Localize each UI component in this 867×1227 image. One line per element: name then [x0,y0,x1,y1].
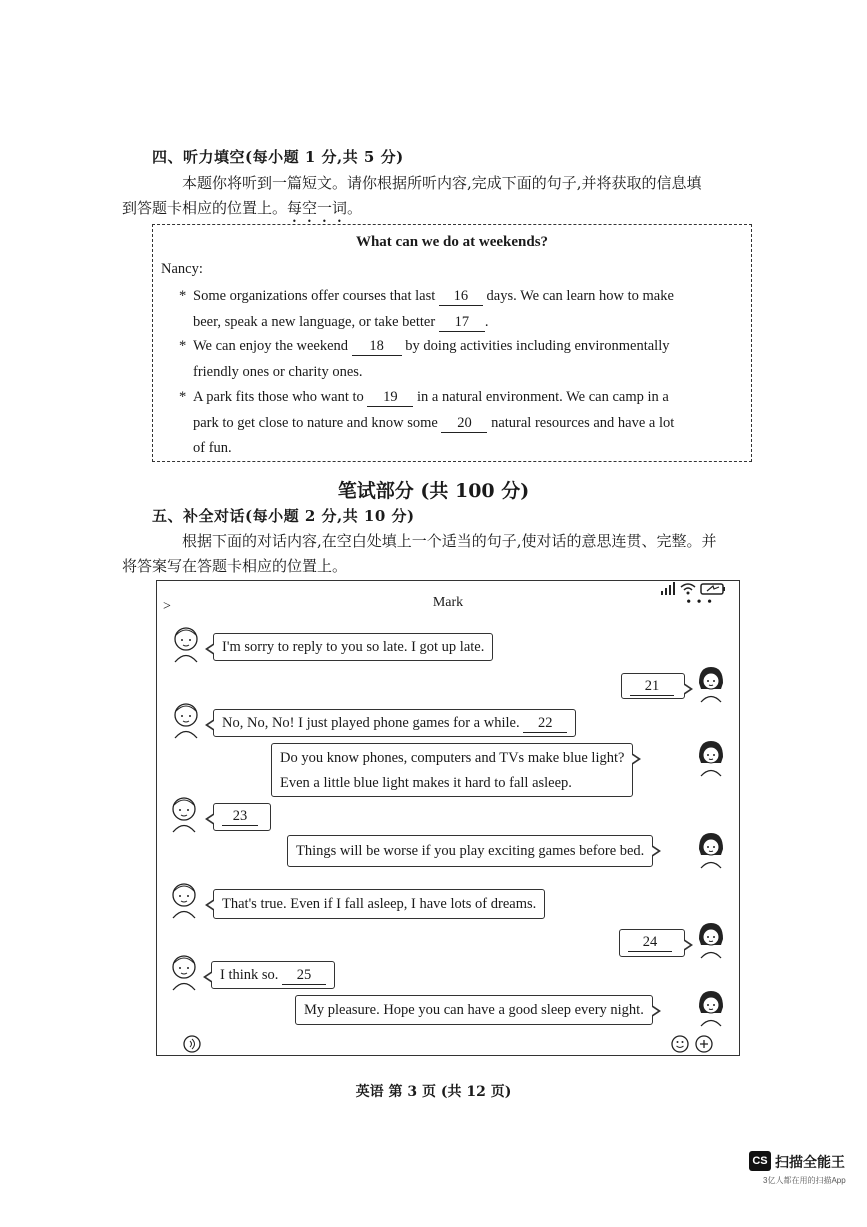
chat-message-6 [287,835,653,867]
watermark-name: 扫描全能王 [775,1154,845,1170]
chat-message-7 [213,889,545,919]
blank-25[interactable]: 25 [282,966,326,985]
chat-message-9 [211,961,335,989]
blank-22[interactable]: 22 [523,714,567,733]
dialogue-instruction-line2: 将答案写在答题卡相应的位置上。 [122,557,348,575]
bullet-star: * [179,288,187,304]
emoji-icon[interactable] [671,1035,689,1053]
chat-message-2 [621,673,685,699]
chat-message-8 [619,929,685,957]
watermark-subtitle: 3亿人都在用的扫描App [763,1176,846,1185]
blank-18[interactable]: 18 [352,337,402,356]
dialogue-instruction [122,529,760,579]
blank-17[interactable]: 17 [439,313,485,332]
message-text: I'm sorry to reply to you so late. I got up late. [222,639,485,655]
chat-message-3 [213,709,576,737]
girl-avatar-icon [694,665,728,703]
message-text-line2: Even a little blue light makes it hard to fall asleep. [280,775,572,791]
dialogue-section-title: 五、补全对话(每小题 2 分,共 10 分) [152,507,415,525]
listening-instruction [122,171,760,226]
notes-item-text: Some organizations offer courses that last 16 days. We can learn how to make beer, speak a new language, or take better 17 . [193,288,674,330]
dialogue-instruction-line1: 根据下面的对话内容,在空白处填上一个适当的句子,使对话的意思连贯、完整。并 [182,532,717,550]
bullet-star: * [179,338,187,354]
camscanner-logo-icon: CS [749,1151,771,1171]
blank-16[interactable]: 16 [439,287,483,306]
message-text: Things will be worse if you play exciting games before bed. [296,843,645,859]
message-text: No, No, No! I just played phone games for a while. [222,715,520,731]
chat-message-4 [271,743,633,797]
notes-speaker: Nancy: [161,261,203,277]
listening-section-title: 四、听力填空(每小题 1 分,共 5 分) [152,148,404,166]
notes-box-title: What can we do at weekends? [355,234,549,250]
listening-instruction-line1: 本题你将听到一篇短文。请你根据所听内容,完成下面的句子,并将获取的信息填 [182,174,702,192]
back-button[interactable]: > [163,599,171,614]
blank-23[interactable]: 23 [222,807,258,826]
written-part-title: 笔试部分 (共 100 分) [337,480,530,502]
more-options-icon[interactable]: • • • [686,595,713,610]
chat-contact-name: Mark [432,595,464,610]
boy-avatar-icon [167,881,201,919]
girl-avatar-icon [694,739,728,777]
girl-avatar-icon [694,921,728,959]
message-text: My pleasure. Hope you can have a good sleep every night. [304,1002,644,1018]
message-text-line1: Do you know phones, computers and TVs make blue light? [280,750,625,766]
page-footer: 英语 第 3 页 (共 12 页) [355,1084,512,1100]
bullet-star: * [179,389,187,405]
blank-21[interactable]: 21 [630,677,674,696]
blank-19[interactable]: 19 [367,388,413,407]
blank-24[interactable]: 24 [628,933,672,952]
notes-item-text: We can enjoy the weekend 18 by doing activities including environmentally friendly ones or charity ones. [193,338,670,380]
chat-window [156,580,740,1056]
message-text: That's true. Even if I fall asleep, I have lots of dreams. [222,896,537,912]
boy-avatar-icon [167,953,201,991]
boy-avatar-icon [167,795,201,833]
listening-instruction-line2: 到答题卡相应的位置上。每空一词。 [122,199,363,217]
chat-message-5 [213,803,271,831]
girl-avatar-icon [694,831,728,869]
blank-20[interactable]: 20 [441,414,487,433]
listening-notes-box [152,224,752,462]
notes-item-text: A park fits those who want to 19 in a natural environment. We can camp in a park to get close to nature and know some 20 natural resources and have a lot of fun. [193,389,675,456]
listening-instruction-emphasis: 每空一词 [287,199,348,217]
voice-icon[interactable] [183,1035,201,1053]
plus-icon[interactable] [695,1035,713,1053]
chat-message-1 [213,633,493,661]
boy-avatar-icon [169,701,203,739]
message-text: I think so. [220,967,279,983]
chat-message-10 [295,995,653,1025]
girl-avatar-icon [694,989,728,1027]
boy-avatar-icon [169,625,203,663]
